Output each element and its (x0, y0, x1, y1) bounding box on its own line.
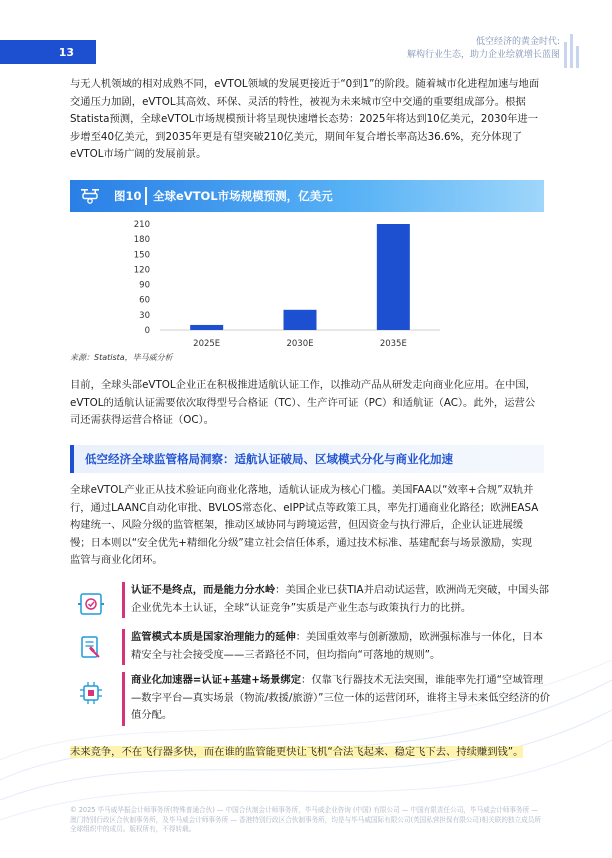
bar-2025e (190, 325, 223, 330)
y-tick-label: 90 (139, 280, 150, 291)
key-point-accent-bar (122, 582, 125, 618)
key-point-2-body: ：美国重效率与创新激励，欧洲强标准与一体化，日本精安全与社会接受度——三者路径不同，但均指向“可落地的规则”。 (131, 631, 543, 661)
y-tick-label: 150 (133, 250, 150, 261)
key-point-1 (131, 582, 551, 617)
closing-statement (70, 743, 523, 758)
running-header (407, 36, 560, 62)
key-point-2 (131, 629, 551, 664)
key-point-accent-bar (122, 672, 125, 726)
chip-icon (78, 680, 104, 706)
y-tick-label: 180 (133, 235, 150, 246)
figure-source: 来源：Statista，毕马威分析 (70, 353, 173, 362)
figure-title-divider (145, 187, 147, 205)
running-header-line1: 低空经济的黄金时代: (475, 37, 560, 47)
x-tick-label: 2030E (286, 339, 314, 349)
bar-2035e (377, 224, 410, 330)
closing-highlight: 未来竞争，不在飞行器多快，而在谁的监管能更快让飞机“合法飞起来、稳定飞下去、持续赚到钱”。 (70, 746, 524, 758)
figure-title: 全球eVTOL市场规模预测，亿美元 (153, 189, 333, 203)
x-tick-label: 2025E (193, 339, 221, 349)
section-header-accent (70, 445, 74, 473)
y-tick-label: 120 (133, 265, 150, 276)
certificate-icon (78, 591, 104, 617)
x-tick-label: 2035E (379, 339, 407, 349)
intro-paragraph: 与无人机领域的相对成熟不同，eVTOL领域的发展更接近于“0到1”的阶段。随着城市化进程加速与地面交通压力加剧，eVTOL其高效、环保、灵活的特性，被视为未来城市空中交通的重要组成部分。根据Statista预测，全球eVTOL市场规模预计将呈现快速增长态势：2025年将达到10亿美元，2030年进一步增至40亿美元，到2035年更是有望突破210亿美元，期间年复合增长率高达36.6%，充分体现了eVTOL市场广阔的发展前景。 (70, 78, 540, 160)
figure-label: 图10 (114, 189, 142, 203)
section-title: 低空经济全球监管格局洞察：适航认证破局、区域模式分化与商业化加速 (85, 452, 453, 466)
key-point-1-body: ：美国企业已获TIA并启动试运营，欧洲尚无突破，中国头部企业优先本土认证，全球“认证竞争”实质是产业生态与政策执行力的比拼。 (131, 584, 549, 614)
running-header-line2: 解构行业生态，助力企业绘就增长蓝图 (406, 50, 560, 60)
drone-icon (80, 186, 100, 206)
regulation-paragraph: 全球eVTOL产业正从技术验证向商业化落地，适航认证成为核心门槛。美国FAA以“效率+合规”双轨并行，通过LAANC自动化审批、BVLOS常态化、eIPP试点等政策工具，率先打通商业化路径；欧洲EASA构建统一、风险分级的监管框架，推动区域协同与跨境运营，但因资金与执行滞后，企业认证进展缓慢；日本则以“安全优先+精细化分级”建立社会信任体系，通过技术标准、基建配套与场景激励，实现监管与商业化闭环。 (70, 484, 539, 566)
copyright-footer: © 2025 毕马威华振会计师事务所(特殊普通合伙) — 中国合伙制会计师事务所，毕马威企业咨询 (中国) 有限公司 — 中国有限责任公司，毕马威会计师事务所 — 澳门特别行政区合伙制事务所，及毕马威会计师事务所 — 香港特别行政区合伙制事务所，均是与毕马威国际有限公司(英国私营担保有限公司)相关联的独立成员所全球组织中的成员。版权所有，不得转载。 (70, 806, 541, 833)
key-point-1-title: 认证不是终点，而是能力分水岭 (131, 584, 276, 596)
y-tick-label: 210 (133, 220, 150, 230)
key-point-3 (131, 672, 551, 725)
key-point-3-body: ：仅靠飞行器技术无法突围，谁能率先打通“空域管理—数字平台—真实场景（物流/救援/旅游）”三位一体的运营闭环，谁将主导未来低空经济的价值分配。 (131, 674, 550, 721)
certification-paragraph: 目前，全球头部eVTOL企业正在积极推进适航认证工作，以推动产品从研发走向商业化应用。在中国，eVTOL的适航认证需要依次取得型号合格证（TC）、生产许可证（PC）和适航证（AC）。此外，运营公司还需获得运营合格证（OC）。 (70, 379, 536, 426)
key-point-accent-bar (122, 629, 125, 665)
y-tick-label: 30 (139, 310, 150, 321)
key-point-2-title: 监管模式本质是国家治理能力的延伸 (131, 631, 296, 643)
header-decoration (564, 34, 584, 68)
page-number: 13 (0, 40, 96, 64)
key-point-3-title: 商业化加速器=认证+基建+场景绑定 (131, 674, 302, 686)
policy-document-icon (78, 635, 104, 661)
bar-2030e (284, 310, 317, 330)
y-tick-label: 60 (139, 295, 150, 306)
y-tick-label: 0 (144, 326, 150, 336)
bar-chart (120, 212, 450, 352)
